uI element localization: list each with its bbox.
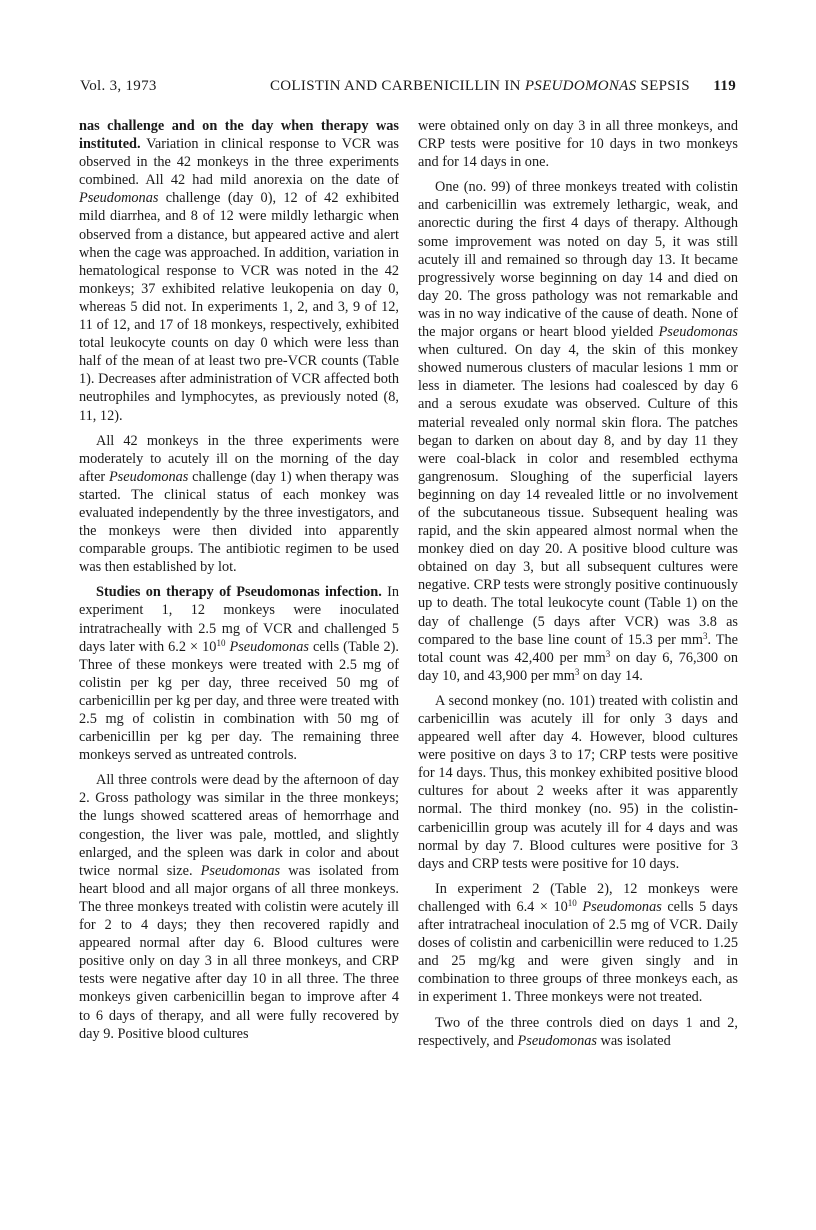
text-run: was isolated from heart blood and all major organs of all three monkeys. The three monkeys treated with colistin were acutely ill for 2 to 4 days; they then recovered rapidly and appeared normal after day 6. Blood cultures were positive only on day 3 in all three monkeys, and CRP tests were negative after day 10 in all three. The three monkeys given carbenicillin began to improve after 4 to 6 days of therapy, and all were fully recovered by day 9. Positive blood cultures [79,862,399,1042]
paragraph [418,880,738,1007]
text-run: was isolated [596,1032,671,1049]
text-run: cells 5 days after intratracheal inoculation of 2.5 mg of VCR. Daily doses of colistin and carbenicillin were reduced to 1.25 and 25 mg/kg and were given singly and in combination to three groups of three monkeys each, as in experiment 1. Three monkeys were not treated. [418,898,738,1006]
superscript: 3 [605,648,611,659]
text-run: Variation in clinical response to VCR was observed in the 42 monkeys in the three experiments combined. All 42 had mild anorexia on the date of [79,136,399,189]
running-header [80,78,736,102]
right-column [418,117,738,1050]
paragraph [79,117,399,425]
running-title-pre: COLISTIN AND CARBENICILLIN IN [270,78,525,94]
paragraph [418,692,738,873]
italic-term: Pseudomonas [229,638,309,655]
volume-label: Vol. 3, 1973 [80,78,157,94]
paragraph [79,583,399,764]
text-run: challenge (day 1) when therapy was started. The clinical status of each monkey was evaluated independently by the three investigators, and the monkeys were then divided into apparently comparable groups. The antibiotic regimen to be used was then established by lot. [79,468,399,576]
text-run: In experiment 2 (Table 2), 12 monkeys were challenged with 6.4 × 10 [418,880,738,915]
bold-lead: nas challenge and on the day when therapy was instituted. [79,118,399,153]
text-run: A second monkey (no. 101) treated with colistin and carbenicillin was acutely ill for only 3 days and appeared well after day 4. However, blood cultures were positive on days 3 to 17; CRP tests were positive for 14 days. Thus, this monkey exhibited positive blood cultures for about 2 weeks after it was apparently normal. The third monkey (no. 95) in the colistin-carbenicillin group was acutely ill for 4 days and was normal by day 7. Blood cultures were positive for 3 days and CRP tests were positive for 10 days. [418,692,738,872]
paragraph [418,178,738,685]
text-run: on day 6, 76,300 on day 10, and 43,900 per mm [418,649,738,684]
superscript: 10 [216,637,226,648]
text-run: cells (Table 2). Three of these monkeys were treated with 2.5 mg of colistin per kg per day, three received 50 mg of carbenicillin per kg per day, and three were treated with 2.5 mg of colistin in combination with 50 mg of carbenicillin per kg per day. The remaining three monkeys served as untreated controls. [79,638,400,764]
section-heading: Studies on therapy of Pseudomonas infection. [96,584,382,601]
text-run: All three controls were dead by the afternoon of day 2. Gross pathology was similar in the three monkeys; the lungs showed scattered areas of hemorrhage and congestion, the liver was pale, mottled, and slightly enlarged, and the spleen was dark in color and about twice normal size. [79,772,399,879]
text-run: Two of the three controls died on days 1 and 2, respectively, and [418,1014,738,1049]
paragraph [79,771,399,1042]
superscript: 3 [703,630,708,641]
text-run: In experiment 1, 12 monkeys were inoculated intratracheally with 2.5 mg of VCR and challenged 5 days later with 6.2 × 10 [79,584,399,655]
running-title [270,78,690,95]
italic-term: Pseudomonas [658,324,738,341]
italic-term: Pseudomonas [79,190,159,207]
italic-term: Pseudomonas [108,468,189,485]
superscript: 3 [574,666,580,677]
text-run: All 42 monkeys in the three experiments were moderately to acutely ill on the morning of the day after [79,432,399,485]
text-run: . The total count was 42,400 per mm [418,631,738,666]
italic-term: Pseudomonas [582,898,662,915]
text-run: One (no. 99) of three monkeys treated with colistin and carbenicillin was extremely lethargic, weak, and anorectic during the first 4 days of therapy. Although some improvement was noted on day 5, it was still acutely ill and remained so through day 13. It became progressively worse beginning on day 14 and died on day 20. The gross pathology was not remarkable and was in no way indicative of the cause of death. None of the major organs or heart blood yielded [418,179,738,341]
text-run: challenge (day 0), 12 of 42 exhibited mild diarrhea, and 8 of 12 were mildly lethargic when observed from a distance, but appeared active and alert when the cage was approached. In addition, variation in hematological response to VCR was noted in the 42 monkeys; 37 exhibited relative leukopenia on day 0, whereas 5 did not. In experiments 1, 2, and 3, 9 of 12, 11 of 12, and 17 of 18 monkeys, respectively, exhibited total leukocyte counts on day 0 which were less than half of the mean of at least two pre-VCR counts (Table 1). Decreases after administration of VCR affected both neutrophiles and lymphocytes, as previously noted (8, 11, 12). [79,190,399,424]
paragraph [79,432,399,577]
italic-term: Pseudomonas [517,1032,597,1049]
text-run: on day 14. [579,667,643,684]
superscript: 10 [567,897,577,908]
left-column [79,117,399,1043]
italic-term: Pseudomonas [200,862,281,879]
paragraph [418,1014,738,1050]
running-title-post: SEPSIS [636,78,690,94]
paragraph [418,117,738,171]
page-number: 119 [713,78,736,94]
running-title-italic: PSEUDOMONAS [524,78,637,94]
text-run: were obtained only on day 3 in all three monkeys, and CRP tests were positive for 10 days in two monkeys and for 14 days in one. [418,118,738,171]
text-run: when cultured. On day 4, the skin of this monkey showed numerous clusters of macular lesions 1 mm or less in diameter. The lesions had coalesced by day 6 and a serous exudate was observed. Culture of this material revealed only normal skin flora. The patches began to darken on about day 8, and by day 11 they were coal-black in color and resembled ecthyma gangrenosum. Sloughing of the superficial layers beginning on day 14 revealed little or no involvement of the subcutaneous tissue. Subsequent healing was rapid, and the skin appeared almost normal when the monkey died on day 20. A positive blood culture was obtained on day 3, but all subsequent cultures were negative. CRP tests were strongly positive continuously up to death. The total leukocyte count (Table 1) on the day of challenge (5 days after VCR) was 3.8 as compared to the base line count of 15.3 per mm [418,342,738,648]
